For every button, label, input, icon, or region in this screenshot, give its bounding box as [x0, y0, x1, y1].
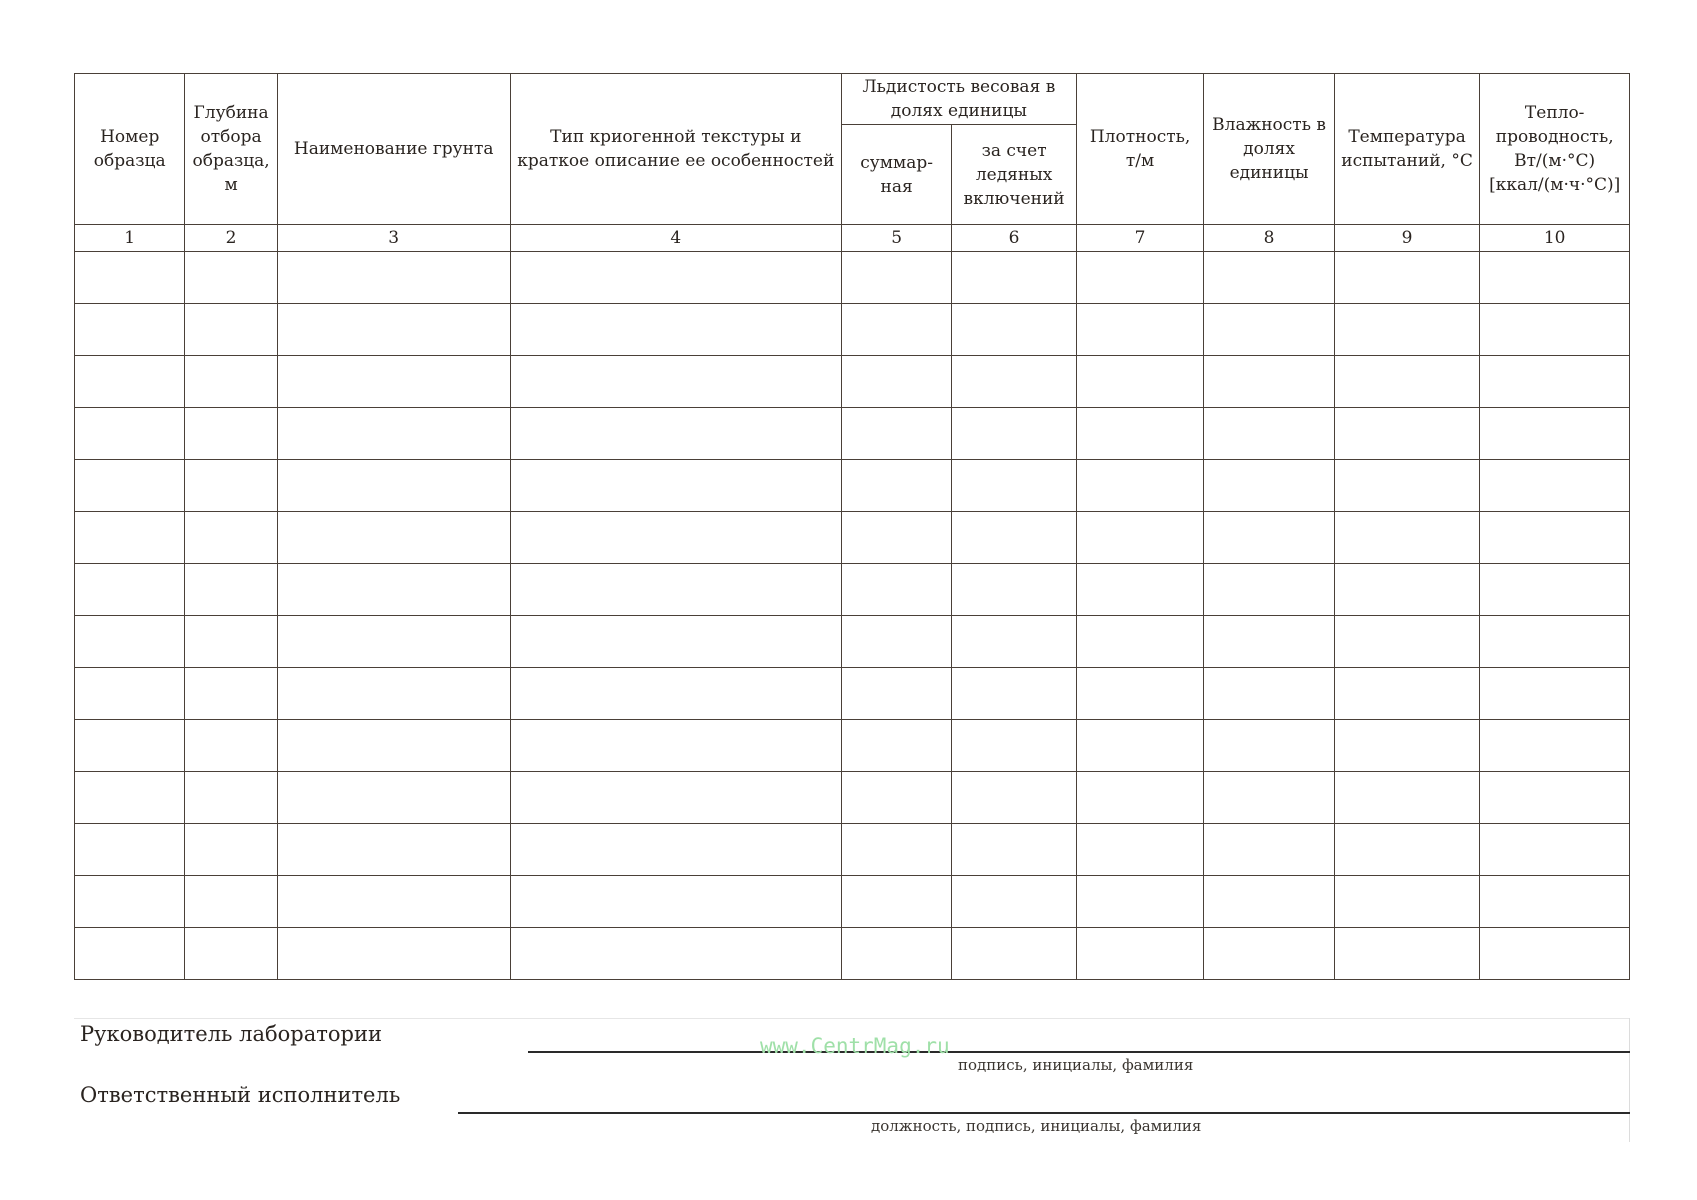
column-number: 9	[1334, 225, 1480, 252]
table-cell[interactable]	[1334, 876, 1480, 928]
column-number: 1	[75, 225, 185, 252]
table-cell[interactable]	[75, 356, 185, 408]
table-cell[interactable]	[1334, 252, 1480, 304]
table-cell[interactable]	[841, 408, 951, 460]
table-cell[interactable]	[841, 668, 951, 720]
table-cell[interactable]	[841, 616, 951, 668]
table-cell[interactable]	[510, 772, 841, 824]
header-sample-depth: Глубина отбора образца, м	[185, 74, 277, 225]
table-cell[interactable]	[1076, 616, 1203, 668]
table-cell[interactable]	[1334, 668, 1480, 720]
column-number: 8	[1204, 225, 1335, 252]
table-cell[interactable]	[952, 616, 1076, 668]
table-cell[interactable]	[841, 928, 951, 980]
table-cell[interactable]	[1076, 252, 1203, 304]
watermark: www.CentrMag.ru	[760, 1034, 950, 1058]
header-thermal-conductivity: Тепло-проводность, Вт/(м·°С) [ккал/(м·ч·°С)]	[1480, 74, 1630, 225]
table-cell[interactable]	[185, 616, 277, 668]
table-cell[interactable]	[185, 460, 277, 512]
table-cell[interactable]	[75, 928, 185, 980]
table-cell[interactable]	[1204, 564, 1335, 616]
table-cell[interactable]	[1076, 720, 1203, 772]
table-cell[interactable]	[185, 564, 277, 616]
table-cell[interactable]	[841, 824, 951, 876]
table-cell[interactable]	[277, 356, 510, 408]
table-cell[interactable]	[952, 512, 1076, 564]
table-cell[interactable]	[1076, 876, 1203, 928]
table-cell[interactable]	[277, 668, 510, 720]
table-cell[interactable]	[1076, 824, 1203, 876]
table-cell[interactable]	[952, 720, 1076, 772]
table-cell[interactable]	[277, 876, 510, 928]
table-cell[interactable]	[1204, 356, 1335, 408]
table-cell[interactable]	[1076, 668, 1203, 720]
table-cell[interactable]	[1334, 460, 1480, 512]
table-cell[interactable]	[1480, 616, 1630, 668]
table-cell[interactable]	[841, 720, 951, 772]
signature-label-head: Руководитель лаборатории	[80, 1022, 382, 1046]
column-number: 4	[510, 225, 841, 252]
table-cell[interactable]	[1480, 252, 1630, 304]
table-cell[interactable]	[952, 304, 1076, 356]
table-cell[interactable]	[1480, 356, 1630, 408]
header-density: Плотность, т/м	[1076, 74, 1203, 225]
header-ice-content-group: Льдистость весовая в долях единицы	[841, 74, 1076, 125]
table-cell[interactable]	[1204, 408, 1335, 460]
header-soil-name: Наименование грунта	[277, 74, 510, 225]
table-cell[interactable]	[1204, 772, 1335, 824]
table-cell[interactable]	[1480, 304, 1630, 356]
table-cell[interactable]	[841, 304, 951, 356]
table-cell[interactable]	[1480, 876, 1630, 928]
table-cell[interactable]	[510, 876, 841, 928]
table-cell[interactable]	[185, 772, 277, 824]
table-cell[interactable]	[1334, 824, 1480, 876]
header-test-temperature: Температура испытаний, °С	[1334, 74, 1480, 225]
table-cell[interactable]	[185, 408, 277, 460]
column-number-row	[75, 225, 1630, 252]
table-cell[interactable]	[510, 564, 841, 616]
table-cell[interactable]	[1480, 772, 1630, 824]
table-row	[75, 928, 1630, 980]
table-cell[interactable]	[510, 512, 841, 564]
table-cell[interactable]	[510, 720, 841, 772]
table-cell[interactable]	[1076, 512, 1203, 564]
table-cell[interactable]	[952, 876, 1076, 928]
table-cell[interactable]	[1204, 460, 1335, 512]
table-cell[interactable]	[1204, 928, 1335, 980]
table-cell[interactable]	[1076, 304, 1203, 356]
table-cell[interactable]	[1204, 304, 1335, 356]
table-cell[interactable]	[277, 304, 510, 356]
table-cell[interactable]	[277, 252, 510, 304]
table-cell[interactable]	[510, 824, 841, 876]
table-cell[interactable]	[1076, 460, 1203, 512]
table-cell[interactable]	[841, 564, 951, 616]
table-cell[interactable]	[277, 616, 510, 668]
table-cell[interactable]	[1334, 356, 1480, 408]
column-number: 6	[952, 225, 1076, 252]
header-ice-inclusions: за счет ледяных включений	[952, 125, 1076, 225]
table-row	[75, 304, 1630, 356]
column-number: 5	[841, 225, 951, 252]
table-cell[interactable]	[1480, 928, 1630, 980]
table-cell[interactable]	[510, 408, 841, 460]
header-cryogenic-texture: Тип криогенной текстуры и краткое описание ее особенностей	[510, 74, 841, 225]
table-row	[75, 252, 1630, 304]
table-cell[interactable]	[185, 252, 277, 304]
table-cell[interactable]	[841, 512, 951, 564]
table-cell[interactable]	[510, 616, 841, 668]
table-cell[interactable]	[1334, 512, 1480, 564]
table-row	[75, 356, 1630, 408]
column-number: 10	[1480, 225, 1630, 252]
table-cell[interactable]	[1480, 408, 1630, 460]
column-number: 3	[277, 225, 510, 252]
table-cell[interactable]	[75, 252, 185, 304]
signature-hint-head: подпись, инициалы, фамилия	[958, 1056, 1194, 1074]
table-cell[interactable]	[1334, 772, 1480, 824]
signature-line-head[interactable]	[528, 1051, 1630, 1053]
table-cell[interactable]	[185, 304, 277, 356]
table-cell[interactable]	[75, 772, 185, 824]
table-cell[interactable]	[277, 512, 510, 564]
table-cell[interactable]	[185, 824, 277, 876]
table-cell[interactable]	[75, 876, 185, 928]
table-cell[interactable]	[1204, 824, 1335, 876]
table-cell[interactable]	[841, 876, 951, 928]
table-cell[interactable]	[1480, 512, 1630, 564]
signature-line-executor[interactable]	[458, 1112, 1630, 1114]
table-cell[interactable]	[1480, 668, 1630, 720]
table-cell[interactable]	[510, 460, 841, 512]
table-cell[interactable]	[1334, 928, 1480, 980]
signature-label-executor: Ответственный исполнитель	[80, 1083, 401, 1107]
table-cell[interactable]	[1204, 720, 1335, 772]
table-cell[interactable]	[75, 460, 185, 512]
table-cell[interactable]	[952, 408, 1076, 460]
table-cell[interactable]	[952, 564, 1076, 616]
table-cell[interactable]	[841, 460, 951, 512]
table-cell[interactable]	[510, 356, 841, 408]
table-cell[interactable]	[1076, 772, 1203, 824]
table-cell[interactable]	[1480, 460, 1630, 512]
table-cell[interactable]	[277, 824, 510, 876]
table-row	[75, 772, 1630, 824]
table-cell[interactable]	[1334, 408, 1480, 460]
table-cell[interactable]	[185, 928, 277, 980]
table-cell[interactable]	[75, 512, 185, 564]
table-row	[75, 408, 1630, 460]
table-row	[75, 668, 1630, 720]
table-cell[interactable]	[510, 304, 841, 356]
table-cell[interactable]	[185, 720, 277, 772]
table-cell[interactable]	[185, 876, 277, 928]
table-cell[interactable]	[185, 512, 277, 564]
table-cell[interactable]	[75, 824, 185, 876]
table-cell[interactable]	[75, 408, 185, 460]
table-cell[interactable]	[1076, 356, 1203, 408]
table-cell[interactable]	[1204, 668, 1335, 720]
table-cell[interactable]	[1204, 512, 1335, 564]
table-cell[interactable]	[277, 460, 510, 512]
table-cell[interactable]	[1480, 720, 1630, 772]
table-cell[interactable]	[185, 356, 277, 408]
table-cell[interactable]	[510, 668, 841, 720]
table-cell[interactable]	[1480, 564, 1630, 616]
column-number: 2	[185, 225, 277, 252]
table-cell[interactable]	[952, 460, 1076, 512]
column-number: 7	[1076, 225, 1203, 252]
table-cell[interactable]	[952, 356, 1076, 408]
table-cell[interactable]	[1334, 616, 1480, 668]
table-cell[interactable]	[75, 564, 185, 616]
table-row	[75, 512, 1630, 564]
table-cell[interactable]	[952, 252, 1076, 304]
table-cell[interactable]	[952, 668, 1076, 720]
table-cell[interactable]	[277, 772, 510, 824]
table-cell[interactable]	[1204, 616, 1335, 668]
table-cell[interactable]	[1076, 928, 1203, 980]
table-row	[75, 616, 1630, 668]
table-row	[75, 460, 1630, 512]
signature-frame-top-border	[74, 1018, 1630, 1019]
table-cell[interactable]	[952, 772, 1076, 824]
table-cell[interactable]	[75, 616, 185, 668]
table-cell[interactable]	[952, 824, 1076, 876]
table-cell[interactable]	[185, 668, 277, 720]
table-cell[interactable]	[75, 668, 185, 720]
table-cell[interactable]	[1334, 304, 1480, 356]
table-cell[interactable]	[1334, 564, 1480, 616]
table-cell[interactable]	[75, 304, 185, 356]
table-cell[interactable]	[75, 720, 185, 772]
table-cell[interactable]	[841, 252, 951, 304]
table-cell[interactable]	[1204, 876, 1335, 928]
table-cell[interactable]	[1334, 720, 1480, 772]
table-cell[interactable]	[277, 408, 510, 460]
table-cell[interactable]	[841, 772, 951, 824]
table-row	[75, 720, 1630, 772]
signature-hint-executor: должность, подпись, инициалы, фамилия	[871, 1117, 1202, 1135]
signature-frame-right-border	[1629, 1018, 1630, 1142]
table-cell[interactable]	[510, 928, 841, 980]
table-cell[interactable]	[277, 928, 510, 980]
table-cell[interactable]	[1204, 252, 1335, 304]
table-cell[interactable]	[510, 252, 841, 304]
table-cell[interactable]	[952, 928, 1076, 980]
table-cell[interactable]	[1076, 564, 1203, 616]
table-cell[interactable]	[277, 720, 510, 772]
table-row	[75, 564, 1630, 616]
header-moisture: Влажность в долях единицы	[1204, 74, 1335, 225]
header-ice-total: суммар-ная	[841, 125, 951, 225]
table-cell[interactable]	[1076, 408, 1203, 460]
table-cell[interactable]	[1480, 824, 1630, 876]
test-results-table	[74, 73, 1630, 980]
table-row	[75, 824, 1630, 876]
header-sample-number: Номер образца	[75, 74, 185, 225]
table-cell[interactable]	[841, 356, 951, 408]
table-row	[75, 876, 1630, 928]
table-cell[interactable]	[277, 564, 510, 616]
